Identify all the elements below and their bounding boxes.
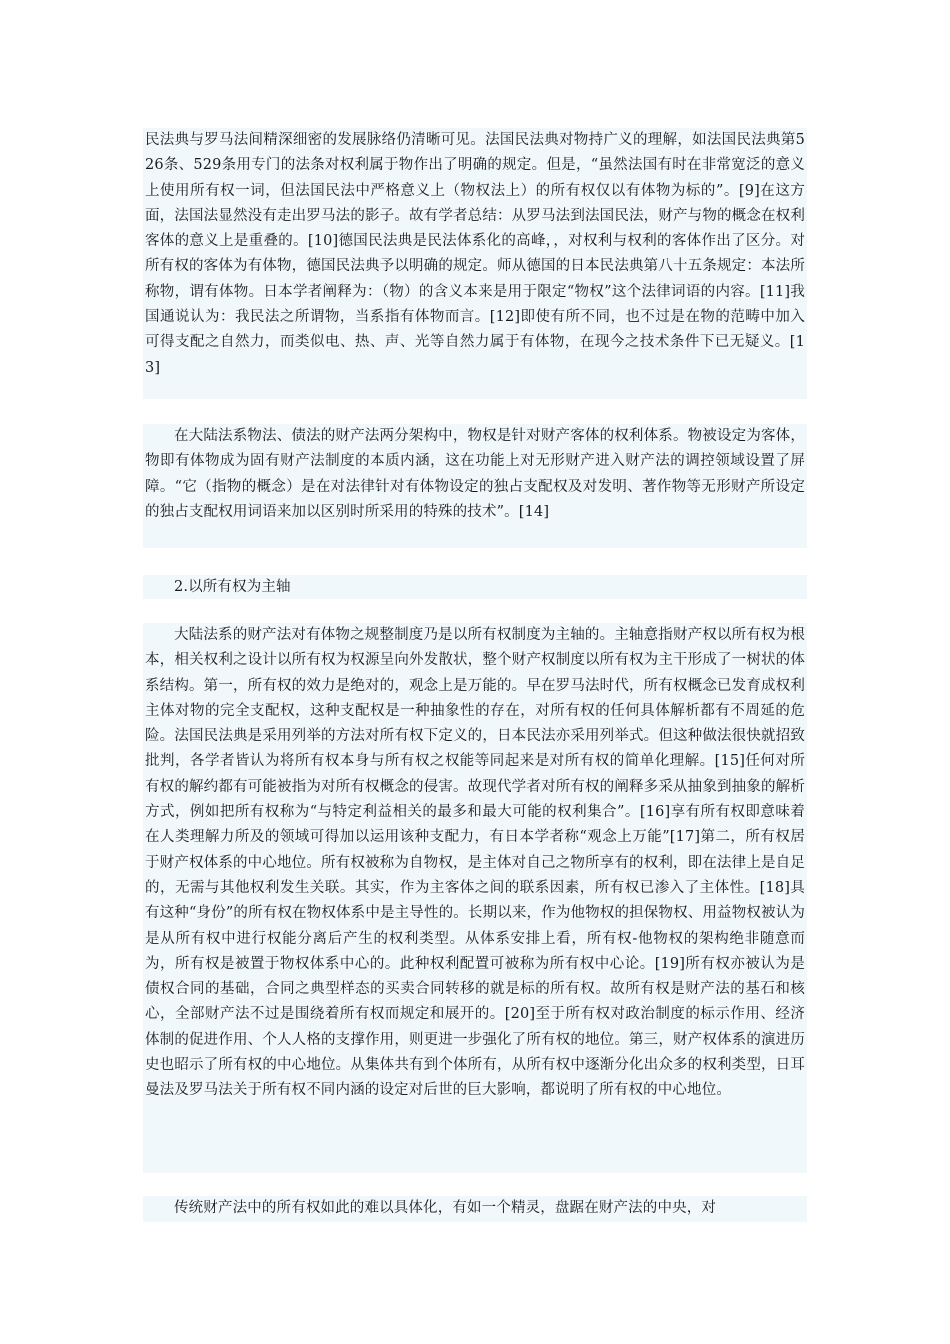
paragraph-block: [143, 1196, 807, 1222]
paragraph-block: [143, 623, 807, 1173]
paragraph-block: [143, 424, 807, 548]
section-heading-block: [143, 575, 807, 599]
body-paragraph: 民法典与罗马法间精深细密的发展脉络仍清晰可见。法国民法典对物持广义的理解，如法国民法典第526条、529条用专门的法条对权利属于物作出了明确的规定。但是，“虽然法国有时在非常宽泛的意义上使用所有权一词，但法国民法中严格意义上（物权法上）的所有权仅以有体物为标的”。[9]在这方面，法国法显然没有走出罗马法的影子。故有学者总结：从罗马法到法国民法，财产与物的概念在权利客体的意义上是重叠的。[10]德国民法典是民法体系化的高峰，，对权利与权利的客体作出了区分。对所有权的客体为有体物，德国民法典予以明确的规定。师从德国的日本民法典第八十五条规定：本法所称物，谓有体物。日本学者阐释为：（物）的含义本来是用于限定“物权”这个法律词语的内容。[11]我国通说认为：我民法之所谓物，当系指有体物而言。[12]即使有所不同，也不过是在物的范畴中加入可得支配之自然力，而类似电、热、声、光等自然力属于有体物，在现今之技术条件下已无疑义。[13]: [145, 132, 805, 376]
paragraph-block: [143, 128, 807, 399]
body-paragraph: 传统财产法中的所有权如此的难以具体化，有如一个精灵，盘踞在财产法的中央，对: [174, 1200, 717, 1216]
body-paragraph: 在大陆法系物法、债法的财产法两分架构中，物权是针对财产客体的权利体系。物被设定为客体，物即有体物成为固有财产法制度的本质内涵，这在功能上对无形财产进入财产法的调控领域设置了屏障。“它（指物的概念）是在对法律针对有体物设定的独占支配权及对发明、著作物等无形财产所设定的独占支配权用词语来加以区别时所采用的特殊的技术”。[14]: [145, 428, 805, 520]
section-heading: 2.以所有权为主轴: [174, 579, 291, 595]
body-paragraph: 大陆法系的财产法对有体物之规整制度乃是以所有权制度为主轴的。主轴意指财产权以所有权为根本，相关权利之设计以所有权为权源呈向外发散状，整个财产权制度以所有权为主干形成了一树状的体系结构。第一，所有权的效力是绝对的，观念上是万能的。早在罗马法时代，所有权概念已发育成权利主体对物的完全支配权，这种支配权是一种抽象性的存在，对所有权的任何具体解析都有不周延的危险。法国民法典是采用列举的方法对所有权下定义的，日本民法亦采用列举式。但这种做法很快就招致批判，各学者皆认为将所有权本身与所有权之权能等同起来是对所有权的简单化理解。[15]任何对所有权的解约都有可能被指为对所有权概念的侵害。故现代学者对所有权的阐释多采从抽象到抽象的解析方式，例如把所有权称为“与特定利益相关的最多和最大可能的权利集合”。[16]享有所有权即意味着在人类理解力所及的领域可得加以运用该种支配力，有日本学者称“观念上万能”[17]第二，所有权居于财产权体系的中心地位。所有权被称为自物权，是主体对自己之物所享有的权利，即在法律上是自足的，无需与其他权利发生关联。其实，作为主客体之间的联系因素，所有权已渗入了主体性。[18]具有这种“身份”的所有权在物权体系中是主导性的。长期以来，作为他物权的担保物权、用益物权被认为是从所有权中进行权能分离后产生的权利类型。从体系安排上看，所有权-他物权的架构绝非随意而为，所有权是被置于物权体系中心的。此种权利配置可被称为所有权中心论。[19]所有权亦被认为是债权合同的基础，合同之典型样态的买卖合同转移的就是标的所有权。故所有权是财产法的基石和核心，全部财产法不过是围绕着所有权而规定和展开的。[20]至于所有权对政治制度的标示作用、经济体制的促进作用、个人人格的支撑作用，则更进一步强化了所有权的地位。第三，财产权体系的演进历史也昭示了所有权的中心地位。从集体共有到个体所有，从所有权中逐渐分化出众多的权利类型，日耳曼法及罗马法关于所有权不同内涵的设定对后世的巨大影响，都说明了所有权的中心地位。: [145, 627, 805, 1099]
